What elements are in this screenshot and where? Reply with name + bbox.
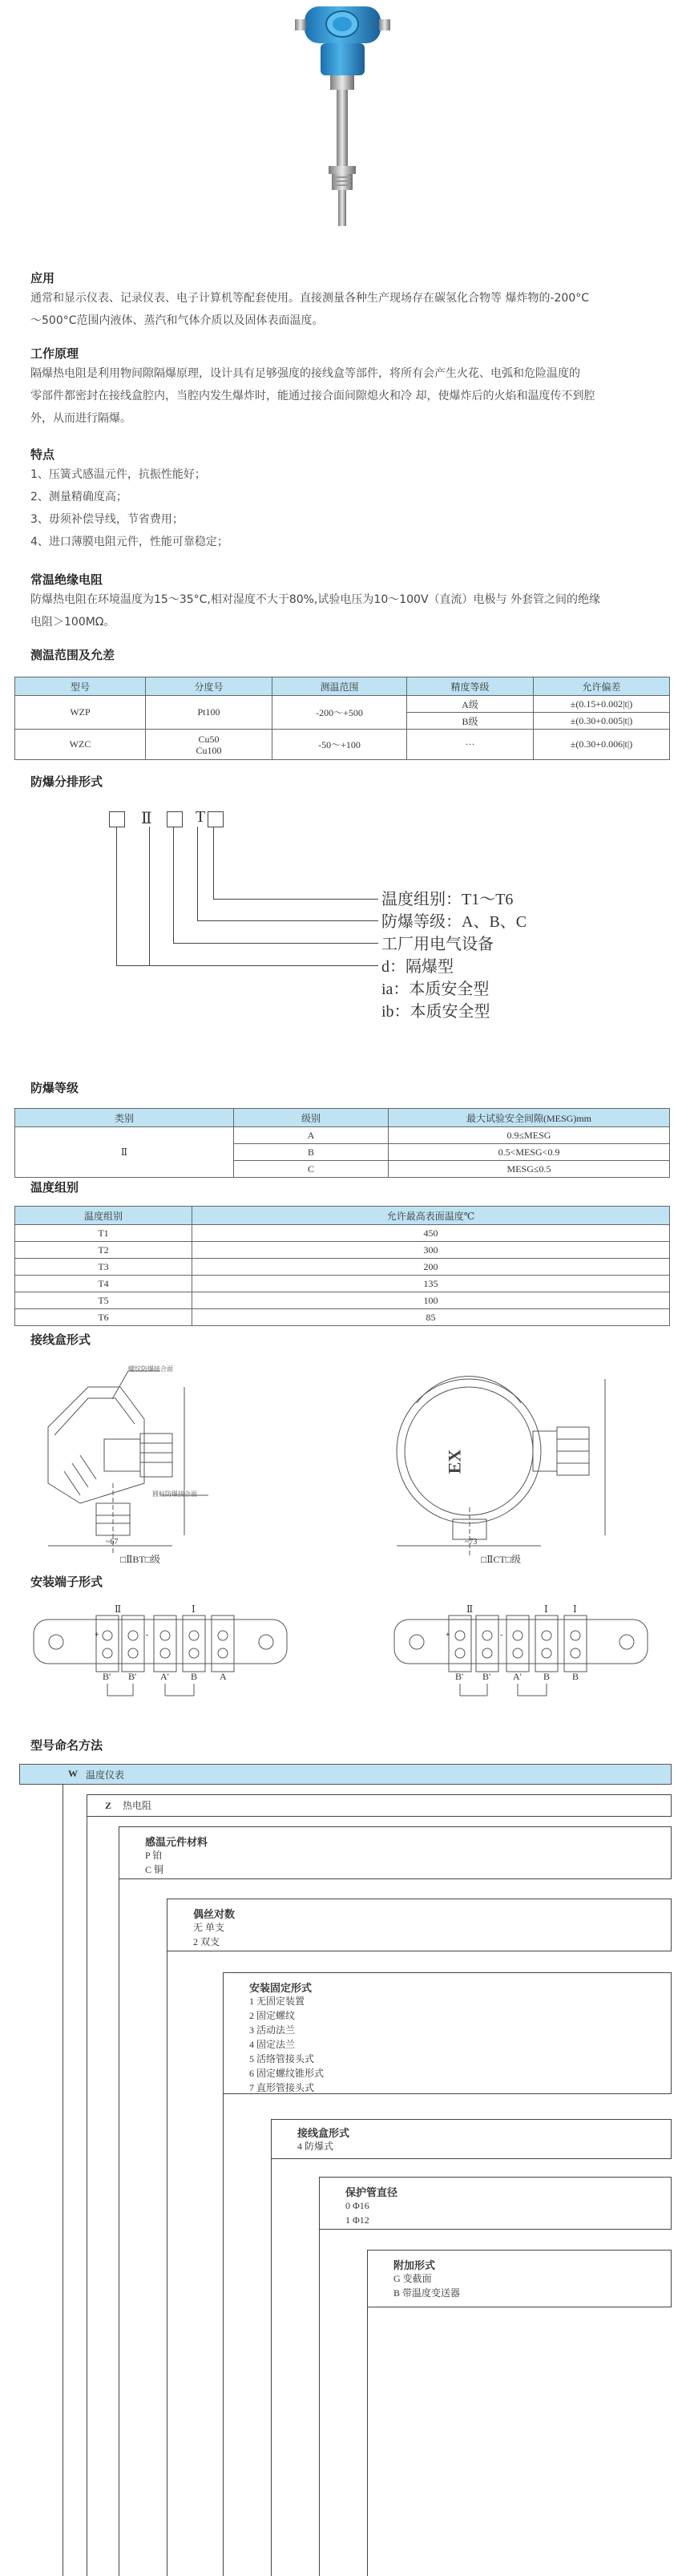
range-table: 型号 分度号 测温范围 精度等级 允许偏差 WZP Pt100 -200～+500 A级 ±(0.15+0.002|t|) B级 ±(0.30+0.005|t|) WZC Cu50 Cu100 -50～+100 ··· ±(0.30+0.006|t|): [14, 677, 670, 760]
label-factory-equipment: 工厂用电气设备: [381, 936, 494, 953]
naming-material-box: 感温元件材料 P 铂 C 铜: [119, 1826, 672, 1879]
naming-extra-box: 附加形式 G 变截面 B 带温度变送器: [367, 2250, 672, 2307]
grade-table: 类别 级别 最大试验安全间隙(MESG)mm Ⅱ A 0.9≤MESG B 0.5<MESG<0.9 C MESG≤0.5: [14, 1108, 670, 1178]
explosion-form-diagram: Ⅱ T 温度组别：T1～T6 防爆等级：A、B、C 工厂用电气设备 d：隔爆型 ia：本质安全型 ib：本质安全型: [96, 802, 577, 1042]
table-row: C MESG≤0.5: [15, 1161, 670, 1178]
table-row: T1 450: [15, 1225, 670, 1242]
features-list: [30, 463, 672, 553]
label-d: d：隔爆型: [381, 958, 454, 976]
explosion-form-heading: 防爆分排形式: [30, 774, 103, 789]
principle-text: 隔爆热电阻是利用物间隙隔爆原理，设计具有足够强度的接线盒等部件，将所有会产生火花、电弧和危险温度的 零部件都密封在接线盒腔内，当腔内发生爆炸时，能通过接合面间隙熄火和冷 却，使爆炸后的火焰和温度传不到腔 外，从而进行隔爆。: [30, 367, 595, 425]
table-row: WZC Cu50 Cu100 -50～+100 ··· ±(0.30+0.006|t|): [15, 730, 670, 760]
application-text: 通常和显示仪表、记录仪表、电子计算机等配套使用。直接测量各种生产现场存在碳氢化合物等 爆炸物的-200°C ～500°C范围内液体、蒸汽和气体介质以及固体表面温度。: [30, 292, 589, 327]
product-image: [288, 0, 409, 228]
junction-box-left-drawing: 螺纹防爆接合面 圆柱防爆接合面 ~67 □ⅡBT□级: [32, 1363, 272, 1563]
table-row: WZP Pt100 -200～+500 A级 ±(0.15+0.002|t|): [15, 696, 670, 713]
label-ib: ib：本质安全型: [381, 1003, 490, 1021]
terminal-left-drawing: Ⅱ Ⅰ B' B' A' B A + -: [32, 1603, 297, 1708]
insulation-heading: 常温绝缘电阻: [30, 572, 103, 587]
range-table-heading: 测温范围及允差: [30, 648, 115, 662]
naming-tube-box: 保护管直径 0 Φ16 1 Φ12: [319, 2177, 672, 2230]
grade-table-heading: 防爆等级: [30, 1081, 79, 1095]
junction-box-right-drawing: EX ~73 □ⅡCT□级: [385, 1363, 641, 1563]
table-row: T3 200: [15, 1259, 670, 1276]
ex-mark: EX: [444, 1449, 465, 1474]
terminal-heading: 安装端子形式: [30, 1575, 103, 1589]
label-ia: ia：本质安全型: [381, 981, 490, 998]
terminal-right-drawing: Ⅱ Ⅰ Ⅰ B' B' A' B B + -: [393, 1603, 657, 1708]
list-item: 1、压簧式感温元件，抗振性能好；: [30, 468, 206, 481]
application-heading: 应用: [30, 271, 55, 285]
table-row: Ⅱ A 0.9≤MESG: [15, 1127, 670, 1144]
naming-top-bar: W 温度仪表: [19, 1764, 672, 1785]
temp-table: 温度组别 允许最高表面温度℃ T1 450 T2 300 T3 200 T4 135 T5 100 T6 85: [14, 1206, 670, 1326]
label-explosion-grade: 防爆等级：A、B、C: [381, 913, 527, 931]
table-row: T4 135: [15, 1276, 670, 1292]
naming-mount-box: 安装固定形式 1 无固定装置 2 固定螺纹 3 活动法兰 4 固定法兰 5 活络管接头式 6 固定螺纹锥形式 7 直形管接头式: [223, 1972, 672, 2094]
naming-heading: 型号命名方法: [30, 1738, 103, 1753]
principle-heading: 工作原理: [30, 346, 79, 361]
list-item: 4、进口薄膜电阻元件，性能可靠稳定；: [30, 536, 228, 548]
naming-z-box: Z 热电阻: [87, 1794, 672, 1817]
naming-junction-box: 接线盒形式 4 防爆式: [271, 2119, 672, 2159]
table-row: T5 100: [15, 1292, 670, 1309]
features-heading: 特点: [30, 447, 55, 462]
label-temperature-group: 温度组别：T1～T6: [381, 891, 514, 908]
list-item: 3、毋须补偿导线，节省费用；: [30, 513, 184, 526]
junction-box-heading: 接线盒形式: [30, 1332, 91, 1347]
table-row: B级 ±(0.30+0.005|t|): [15, 713, 670, 730]
table-row: B 0.5<MESG<0.9: [15, 1144, 670, 1161]
insulation-text: 防爆热电阻在环境温度为15～35°C,相对湿度不大于80%,试验电压为10～100V（直流）电极与 外套管之间的绝缘 电阻＞100MΩ。: [30, 593, 600, 629]
temp-table-heading: 温度组别: [30, 1180, 79, 1195]
list-item: 2、测量精确度高；: [30, 491, 127, 503]
naming-pair-box: 偶丝对数 无 单支 2 双支: [167, 1899, 672, 1951]
table-row: T6 85: [15, 1309, 670, 1326]
table-row: T2 300: [15, 1242, 670, 1259]
